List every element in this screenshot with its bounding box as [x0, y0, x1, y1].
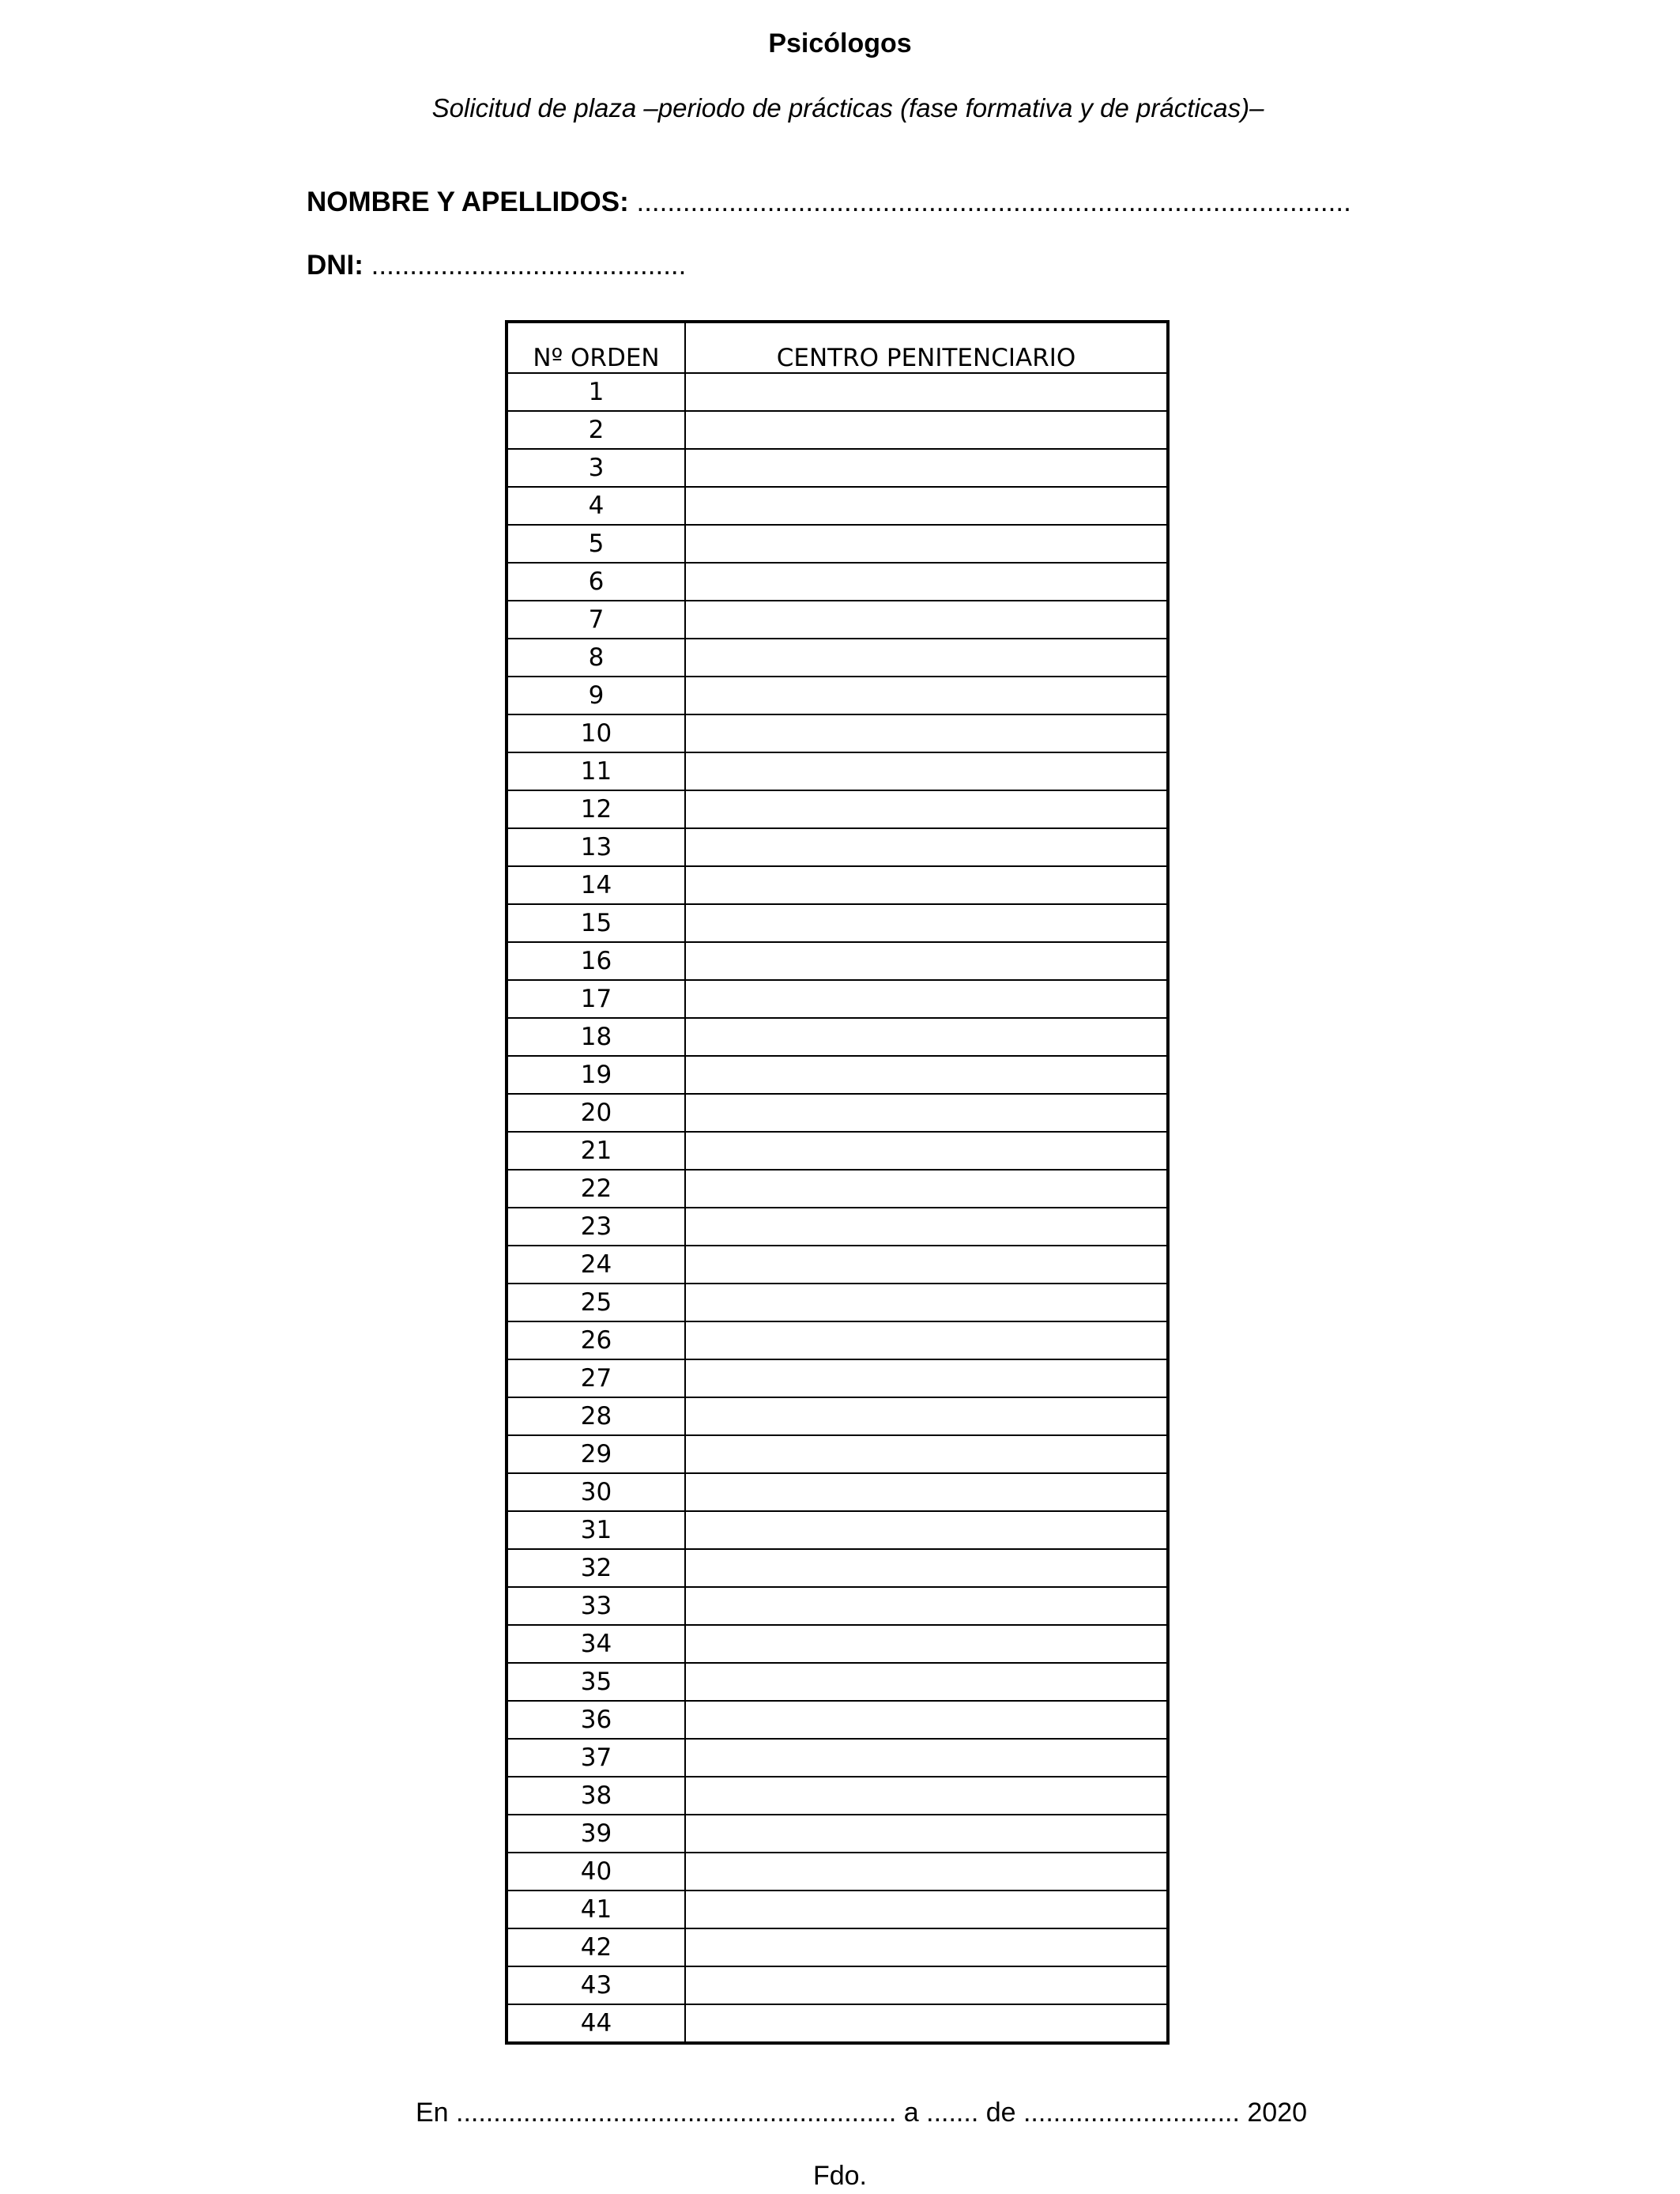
table-row: [507, 1435, 1167, 1473]
dni-fill-line: .........................................: [371, 250, 687, 281]
order-number-cell: 30: [507, 1473, 685, 1511]
table-row: [507, 942, 1167, 980]
order-number-cell: 11: [507, 752, 685, 790]
table-row: [507, 1891, 1167, 1928]
order-number-cell: 26: [507, 1321, 685, 1359]
center-cell[interactable]: [685, 1018, 1167, 1056]
center-cell[interactable]: [685, 1739, 1167, 1777]
name-field: [307, 187, 1351, 218]
center-cell[interactable]: [685, 866, 1167, 904]
table-row: [507, 449, 1167, 487]
order-number-cell: 43: [507, 1966, 685, 2004]
center-cell[interactable]: [685, 1701, 1167, 1739]
order-number-cell: 13: [507, 828, 685, 866]
table-row: [507, 639, 1167, 677]
order-number-cell: 36: [507, 1701, 685, 1739]
table-row: [507, 1701, 1167, 1739]
table-row: [507, 601, 1167, 639]
order-number-cell: 8: [507, 639, 685, 677]
table-row: [507, 563, 1167, 601]
table-row: [507, 1094, 1167, 1132]
center-cell[interactable]: [685, 411, 1167, 449]
centers-table: [507, 322, 1168, 2043]
center-cell[interactable]: [685, 1435, 1167, 1473]
table-row: [507, 1853, 1167, 1891]
table-row: [507, 1208, 1167, 1246]
table-row: [507, 677, 1167, 714]
order-number-cell: 18: [507, 1018, 685, 1056]
center-cell[interactable]: [685, 1094, 1167, 1132]
table-row: [507, 714, 1167, 752]
center-cell[interactable]: [685, 1587, 1167, 1625]
order-number-cell: 31: [507, 1511, 685, 1549]
table-row: [507, 1397, 1167, 1435]
table-row: [507, 980, 1167, 1018]
order-number-cell: 3: [507, 449, 685, 487]
center-cell[interactable]: [685, 1132, 1167, 1170]
order-number-cell: 24: [507, 1246, 685, 1284]
center-cell[interactable]: [685, 1891, 1167, 1928]
center-cell[interactable]: [685, 1815, 1167, 1853]
center-cell[interactable]: [685, 980, 1167, 1018]
order-number-cell: 29: [507, 1435, 685, 1473]
table-row: [507, 1132, 1167, 1170]
order-number-cell: 40: [507, 1853, 685, 1891]
order-number-cell: 38: [507, 1777, 685, 1815]
order-number-cell: 33: [507, 1587, 685, 1625]
center-cell[interactable]: [685, 904, 1167, 942]
center-cell[interactable]: [685, 1397, 1167, 1435]
center-cell[interactable]: [685, 752, 1167, 790]
order-number-cell: 25: [507, 1284, 685, 1321]
center-cell[interactable]: [685, 790, 1167, 828]
table-row: [507, 1777, 1167, 1815]
order-number-cell: 27: [507, 1359, 685, 1397]
table-row: [507, 828, 1167, 866]
table-row: [507, 1663, 1167, 1701]
place-date-line: En ........................................................... a ....... de ............................. 2020: [415, 2098, 1308, 2128]
center-cell[interactable]: [685, 677, 1167, 714]
center-cell[interactable]: [685, 714, 1167, 752]
table-row: [507, 2004, 1167, 2042]
table-header-row: [507, 322, 1167, 373]
center-cell[interactable]: [685, 942, 1167, 980]
center-cell[interactable]: [685, 1321, 1167, 1359]
center-cell[interactable]: [685, 373, 1167, 411]
signature-label: Fdo.: [812, 2161, 868, 2191]
center-cell[interactable]: [685, 1359, 1167, 1397]
order-number-cell: 22: [507, 1170, 685, 1208]
table-row: [507, 373, 1167, 411]
order-number-cell: 41: [507, 1891, 685, 1928]
order-number-cell: 28: [507, 1397, 685, 1435]
order-number-cell: 6: [507, 563, 685, 601]
center-cell[interactable]: [685, 1473, 1167, 1511]
dni-label: DNI:: [307, 250, 363, 281]
table-row: [507, 487, 1167, 525]
order-number-cell: 1: [507, 373, 685, 411]
order-number-cell: 16: [507, 942, 685, 980]
table-row: [507, 525, 1167, 563]
document-title: Psicólogos: [768, 28, 912, 58]
table-row: [507, 1321, 1167, 1359]
center-cell[interactable]: [685, 1549, 1167, 1587]
table-row: [507, 752, 1167, 790]
center-cell[interactable]: [685, 1170, 1167, 1208]
center-cell[interactable]: [685, 601, 1167, 639]
header-centro: CENTRO PENITENCIARIO: [685, 322, 1167, 373]
order-number-cell: 5: [507, 525, 685, 563]
order-number-cell: 39: [507, 1815, 685, 1853]
order-number-cell: 7: [507, 601, 685, 639]
order-number-cell: 19: [507, 1056, 685, 1094]
table-row: [507, 1246, 1167, 1284]
name-fill-line: .............................................................................................: [636, 187, 1351, 217]
center-cell[interactable]: [685, 1284, 1167, 1321]
order-number-cell: 4: [507, 487, 685, 525]
order-number-cell: 32: [507, 1549, 685, 1587]
center-cell[interactable]: [685, 563, 1167, 601]
table-row: [507, 1170, 1167, 1208]
order-number-cell: 14: [507, 866, 685, 904]
table-row: [507, 411, 1167, 449]
center-cell[interactable]: [685, 1056, 1167, 1094]
center-cell[interactable]: [685, 828, 1167, 866]
table-row: [507, 866, 1167, 904]
order-number-cell: 37: [507, 1739, 685, 1777]
center-cell[interactable]: [685, 487, 1167, 525]
order-number-cell: 23: [507, 1208, 685, 1246]
table-row: [507, 1928, 1167, 1966]
table-row: [507, 1511, 1167, 1549]
table-row: [507, 1815, 1167, 1853]
table-row: [507, 790, 1167, 828]
table-row: [507, 1056, 1167, 1094]
center-cell[interactable]: [685, 1208, 1167, 1246]
name-label: NOMBRE Y APELLIDOS:: [307, 187, 629, 217]
document-subtitle: Solicitud de plaza –periodo de prácticas (fase formativa y de prácticas)–: [431, 93, 1264, 123]
table-row: [507, 1549, 1167, 1587]
order-number-cell: 9: [507, 677, 685, 714]
center-cell[interactable]: [685, 1663, 1167, 1701]
header-orden: Nº ORDEN: [507, 322, 685, 373]
order-number-cell: 17: [507, 980, 685, 1018]
order-number-cell: 42: [507, 1928, 685, 1966]
order-number-cell: 20: [507, 1094, 685, 1132]
center-cell[interactable]: [685, 639, 1167, 677]
table-row: [507, 1625, 1167, 1663]
order-number-cell: 34: [507, 1625, 685, 1663]
order-number-cell: 44: [507, 2004, 685, 2042]
table-body: [507, 373, 1167, 2042]
order-number-cell: 2: [507, 411, 685, 449]
order-number-cell: 15: [507, 904, 685, 942]
center-cell[interactable]: [685, 2004, 1167, 2042]
table-row: [507, 1473, 1167, 1511]
order-number-cell: 21: [507, 1132, 685, 1170]
order-number-cell: 10: [507, 714, 685, 752]
table-row: [507, 1966, 1167, 2004]
center-cell[interactable]: [685, 1511, 1167, 1549]
order-number-cell: 35: [507, 1663, 685, 1701]
center-cell[interactable]: [685, 1246, 1167, 1284]
center-cell[interactable]: [685, 525, 1167, 563]
table-row: [507, 1739, 1167, 1777]
table-row: [507, 904, 1167, 942]
dni-field: [307, 250, 686, 281]
center-cell[interactable]: [685, 449, 1167, 487]
table-row: [507, 1587, 1167, 1625]
center-cell[interactable]: [685, 1853, 1167, 1891]
center-cell[interactable]: [685, 1625, 1167, 1663]
center-cell[interactable]: [685, 1928, 1167, 1966]
center-cell[interactable]: [685, 1966, 1167, 2004]
order-number-cell: 12: [507, 790, 685, 828]
table-row: [507, 1018, 1167, 1056]
table-row: [507, 1359, 1167, 1397]
table-row: [507, 1284, 1167, 1321]
center-cell[interactable]: [685, 1777, 1167, 1815]
